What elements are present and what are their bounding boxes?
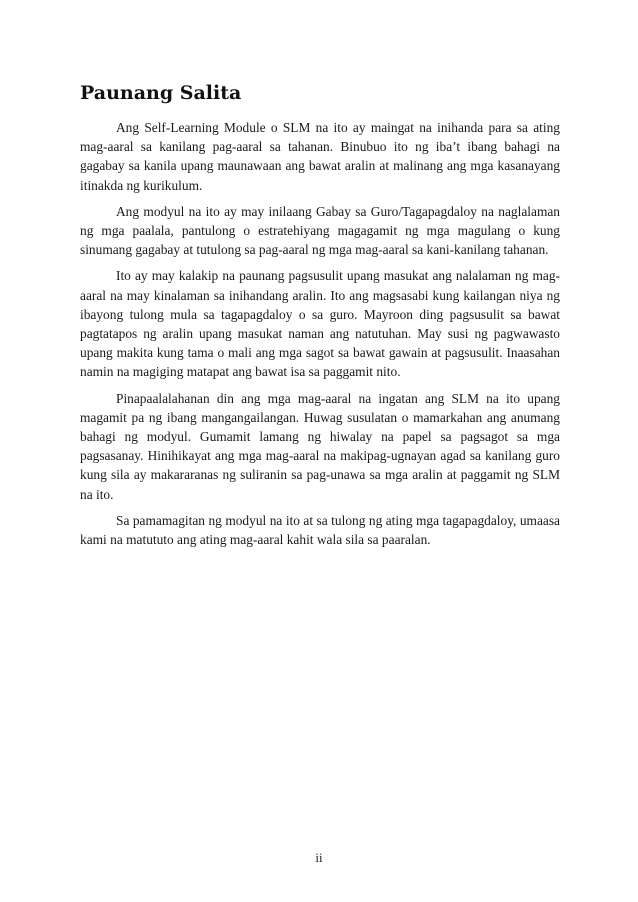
section-title: Paunang Salita xyxy=(80,82,242,104)
paragraph-4: Pinapaalalahanan din ang mga mag-aaral na ingatan ang SLM na ito upang magamit pa ng ibang mangangailangan. Huwag susulatan o mamarkahan ang anumang bahagi ng modyul. Gumamit lamang ng hiwalay na papel sa pagsagot sa mga pagsasanay. Hinihikayat ang mga mag-aaral na makipag-ugnayan agad sa kanilang guro kung sila ay makararanas ng suliranin sa pag-unawa sa mga aralin at paggamit ng SLM na ito. xyxy=(80,390,560,502)
paragraph-3: Ito ay may kalakip na paunang pagsusulit upang masukat ang nalalaman ng mag-aaral na may kinalaman sa inihandang aralin. Ito ang magsasabi kung kailangan niya ng ibayong tulong mula sa tagapagdaloy o sa guro. Mayroon ding pagsusulit sa bawat pagtatapos ng aralin upang masukat naman ang natutuhan. May susi ng pagwawasto upang makita kung tama o mali ang mga sagot sa bawat gawain at pagsusulit. Inaasahan namin na magiging matapat ang bawat isa sa paggamit nito. xyxy=(80,268,560,380)
paragraph-2: Ang modyul na ito ay may inilaang Gabay sa Guro/Tagapagdaloy na naglalaman ng mga paalala, pantulong o estratehiyang magagamit ng mga magulang o kung sinumang gagabay at tutulong sa pag-aaral ng mga mag-aaral sa kani-kanilang tahanan. xyxy=(80,203,560,258)
paragraph-5: Sa pamamagitan ng modyul na ito at sa tulong ng ating mga tagapagdaloy, umaasa kami na matututo ang ating mag-aaral kahit wala sila sa paaralan. xyxy=(80,512,560,548)
paragraph-1: Ang Self-Learning Module o SLM na ito ay maingat na inihanda para sa ating mag-aaral sa kanilang pag-aaral sa tahanan. Binubuo ito ng iba’t ibang bahagi na gagabay sa kanila upang maunawaan ang bawat aralin at malinang ang mga kasanayang itinakda ng kurikulum. xyxy=(80,120,560,193)
page-number: ii xyxy=(315,850,323,865)
document-page xyxy=(80,80,560,556)
